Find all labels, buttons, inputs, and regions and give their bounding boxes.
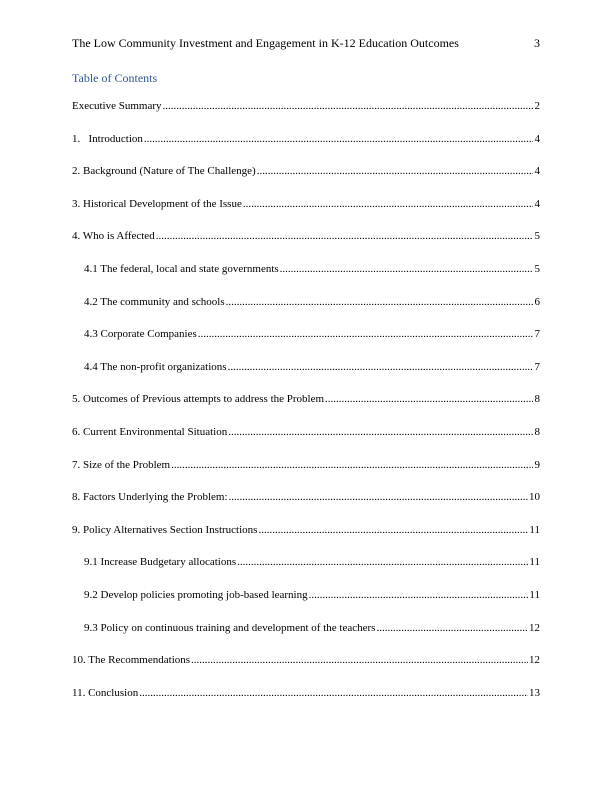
- dot-leader: [191, 653, 528, 667]
- toc-entry[interactable]: [72, 686, 540, 719]
- dot-leader: [228, 360, 533, 374]
- toc-entry-label: 11. Conclusion: [72, 686, 139, 699]
- toc-entry-label: Executive Summary: [72, 100, 162, 112]
- dot-leader: [198, 327, 533, 341]
- toc-entry-label: 4.1 The federal, local and state governments: [84, 262, 279, 275]
- toc-entry-page: 4: [534, 132, 540, 145]
- toc-entry-page: 6: [534, 295, 540, 308]
- toc-entry-label: 2. Background (Nature of The Challenge): [72, 165, 256, 178]
- toc-entry-page: 4: [534, 165, 540, 178]
- toc-entry[interactable]: [72, 327, 540, 360]
- toc-entry[interactable]: [72, 523, 540, 556]
- dot-leader: [237, 555, 528, 569]
- running-title: The Low Community Investment and Engagement in K-12 Education Outcomes: [72, 36, 459, 50]
- toc-entry-page: 4: [534, 197, 540, 210]
- toc-entry[interactable]: [72, 555, 540, 588]
- toc-entry-label: 9.3 Policy on continuous training and development of the teachers: [84, 621, 376, 634]
- toc-entry-page: 8: [534, 393, 540, 406]
- toc-entry-page: 5: [534, 230, 540, 243]
- table-of-contents: [72, 99, 540, 718]
- toc-entry-page: 13: [529, 686, 540, 699]
- toc-entry-label: 9. Policy Alternatives Section Instructions: [72, 523, 258, 536]
- toc-heading: Table of Contents: [72, 71, 158, 85]
- toc-entry[interactable]: [72, 360, 540, 393]
- dot-leader: [228, 425, 533, 439]
- toc-entry[interactable]: [72, 197, 540, 230]
- toc-entry-page: 11: [529, 588, 540, 601]
- toc-entry[interactable]: [72, 229, 540, 262]
- toc-entry[interactable]: [72, 621, 540, 654]
- toc-entry-label: 4. Who is Affected: [72, 230, 155, 243]
- toc-entry-page: 5: [534, 262, 540, 275]
- page-number: 3: [534, 36, 540, 50]
- toc-entry[interactable]: [72, 132, 540, 165]
- toc-entry-page: 12: [529, 654, 540, 667]
- toc-entry-page: 11: [529, 556, 540, 569]
- dot-leader: [280, 262, 533, 276]
- toc-entry[interactable]: [72, 425, 540, 458]
- toc-entry[interactable]: [72, 458, 540, 491]
- dot-leader: [229, 490, 528, 504]
- toc-entry[interactable]: [72, 99, 540, 132]
- toc-entry[interactable]: [72, 164, 540, 197]
- toc-entry[interactable]: [72, 653, 540, 686]
- toc-entry-page: 7: [534, 328, 540, 341]
- dot-leader: [258, 523, 528, 537]
- toc-entry-page: 12: [529, 621, 540, 634]
- toc-entry[interactable]: [72, 490, 540, 523]
- toc-entry-label: 9.2 Develop policies promoting job-based learning: [84, 588, 308, 601]
- dot-leader: [171, 458, 533, 472]
- toc-entry-label: 5. Outcomes of Previous attempts to address the Problem: [72, 393, 325, 406]
- dot-leader: [144, 132, 533, 146]
- toc-entry-label: 1. Introduction: [72, 132, 143, 145]
- dot-leader: [257, 164, 533, 178]
- toc-entry-label: 6. Current Environmental Situation: [72, 425, 228, 438]
- toc-entry[interactable]: [72, 392, 540, 425]
- toc-entry-label: 4.4 The non-profit organizations: [84, 360, 227, 373]
- toc-entry[interactable]: [72, 588, 540, 621]
- toc-entry-page: 10: [529, 491, 540, 504]
- toc-entry-label: 8. Factors Underlying the Problem:: [72, 491, 228, 504]
- dot-leader: [376, 621, 528, 635]
- toc-entry[interactable]: [72, 262, 540, 295]
- dot-leader: [139, 686, 528, 700]
- dot-leader: [163, 99, 533, 113]
- toc-entry-label: 7. Size of the Problem: [72, 458, 171, 471]
- toc-entry-label: 3. Historical Development of the Issue: [72, 197, 242, 210]
- toc-entry-page: 8: [534, 425, 540, 438]
- toc-entry-label: 4.3 Corporate Companies: [84, 328, 197, 341]
- dot-leader: [309, 588, 529, 602]
- toc-entry-page: 9: [534, 458, 540, 471]
- toc-entry[interactable]: [72, 295, 540, 328]
- toc-entry-page: 7: [534, 360, 540, 373]
- dot-leader: [156, 229, 533, 243]
- dot-leader: [325, 392, 533, 406]
- toc-entry-label: 4.2 The community and schools: [84, 295, 225, 308]
- dot-leader: [243, 197, 533, 211]
- toc-entry-page: 11: [529, 523, 540, 536]
- toc-entry-label: 10. The Recommendations: [72, 654, 191, 667]
- dot-leader: [226, 295, 533, 309]
- toc-entry-page: 2: [534, 100, 540, 112]
- toc-entry-label: 9.1 Increase Budgetary allocations: [84, 556, 237, 569]
